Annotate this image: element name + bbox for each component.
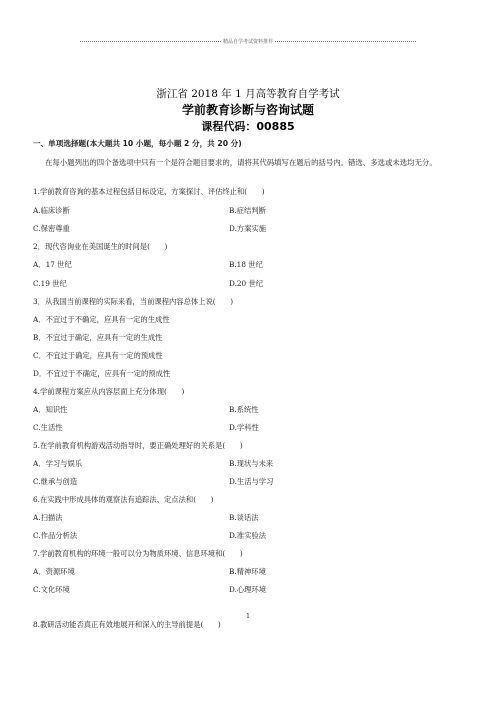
question-7-option-a: A．资源环境 (33, 567, 75, 576)
exam-title-line2: 学前教育诊断与咨询试题 (181, 103, 314, 117)
question-4-option-c: C.生活性 (33, 423, 63, 432)
question-4-option-a: A．知识性 (33, 405, 68, 414)
question-3-option-b: B．不宜过于确定，应具有一定的生成性 (33, 333, 163, 342)
exam-title-line1: 浙江省 2018 年 1 月高等教育自学考试 (156, 88, 340, 100)
question-5-stem: 5.在学前教育机构游戏活动指导时，要正确处理好的关系是( ) (33, 441, 243, 450)
question-5-option-a: A．学习与娱乐 (33, 459, 83, 468)
question-6-option-d: D.准实验法 (229, 531, 267, 540)
question-5-option-c: C.继承与创造 (33, 477, 78, 486)
question-1-option-c: C.保密尊重 (33, 224, 70, 233)
course-code: 课程代码：00885 (201, 120, 295, 133)
question-2-option-a: A．17 世纪 (33, 260, 72, 269)
question-6-option-c: C.作品分析法 (33, 531, 78, 540)
section-heading: 一、单项选择题(本大题共 10 小题，每小题 2 分，共 20 分) (33, 139, 242, 148)
header-note: 精品自学考试资料推荐 (223, 39, 274, 45)
question-3-stem: 3．从我国当前课程的实际来看，当前课程内容总体上说( ) (33, 297, 234, 306)
question-1-option-b: B.症结判断 (229, 206, 266, 215)
question-2-option-b: B.18 世纪 (229, 260, 263, 269)
question-4-option-d: D.学科性 (229, 423, 259, 432)
question-1-stem: 1.学前教育咨询的基本过程包括目标设定、方案探讨、评估终止和( ) (33, 187, 265, 196)
question-4-option-b: B.系统性 (229, 405, 259, 414)
section-instruction: 在每小题列出的四个备选项中只有一个是符合题目要求的，请将其代码填写在题后的括号内。错选、多选或未选均无分。 (45, 158, 437, 167)
question-2-option-c: C.19 世纪 (33, 279, 67, 288)
question-7-option-b: B.精神环境 (229, 567, 266, 576)
header-dotted-rule-right (275, 41, 416, 42)
question-3-option-a: A．不宜过于不确定，应具有一定的生成性 (33, 315, 170, 324)
question-7-option-d: D.心理环境 (229, 585, 267, 594)
question-3-option-c: C．不宜过于确定，应具有一定的预成性 (33, 351, 163, 360)
question-8-stem: 8.教研活动能否真正有效地展开和深入的主导前提是( ) (33, 620, 221, 629)
question-7-stem: 7.学前教育机构的环境一般可以分为物质环境、信息环境和( ) (33, 549, 243, 558)
question-3-option-d: D．不宜过于不确定，应具有一定的预成性 (33, 369, 171, 378)
question-6-stem: 6.在实践中形成具体的观察法有追踪法、定点法和( ) (33, 495, 214, 504)
header-dotted-rule-left (80, 41, 221, 42)
question-2-option-d: D.20 世纪 (229, 279, 264, 288)
page-number: 1 (246, 613, 250, 620)
question-5-option-d: D.生活与学习 (229, 477, 274, 486)
question-4-stem: 4.学前课程方案应从内容层面上充分体现( ) (33, 387, 185, 396)
question-5-option-b: B.现状与未来 (229, 459, 274, 468)
question-6-option-a: A.扫描法 (33, 513, 63, 522)
question-1-option-a: A.临床诊断 (33, 206, 70, 215)
question-1-option-d: D.方案实施 (229, 224, 267, 233)
page-header (80, 38, 416, 45)
question-7-option-c: C.文化环境 (33, 585, 70, 594)
question-6-option-b: B.谈话法 (229, 513, 259, 522)
question-2-stem: 2．现代咨询业在美国诞生的时间是( ) (33, 242, 168, 251)
